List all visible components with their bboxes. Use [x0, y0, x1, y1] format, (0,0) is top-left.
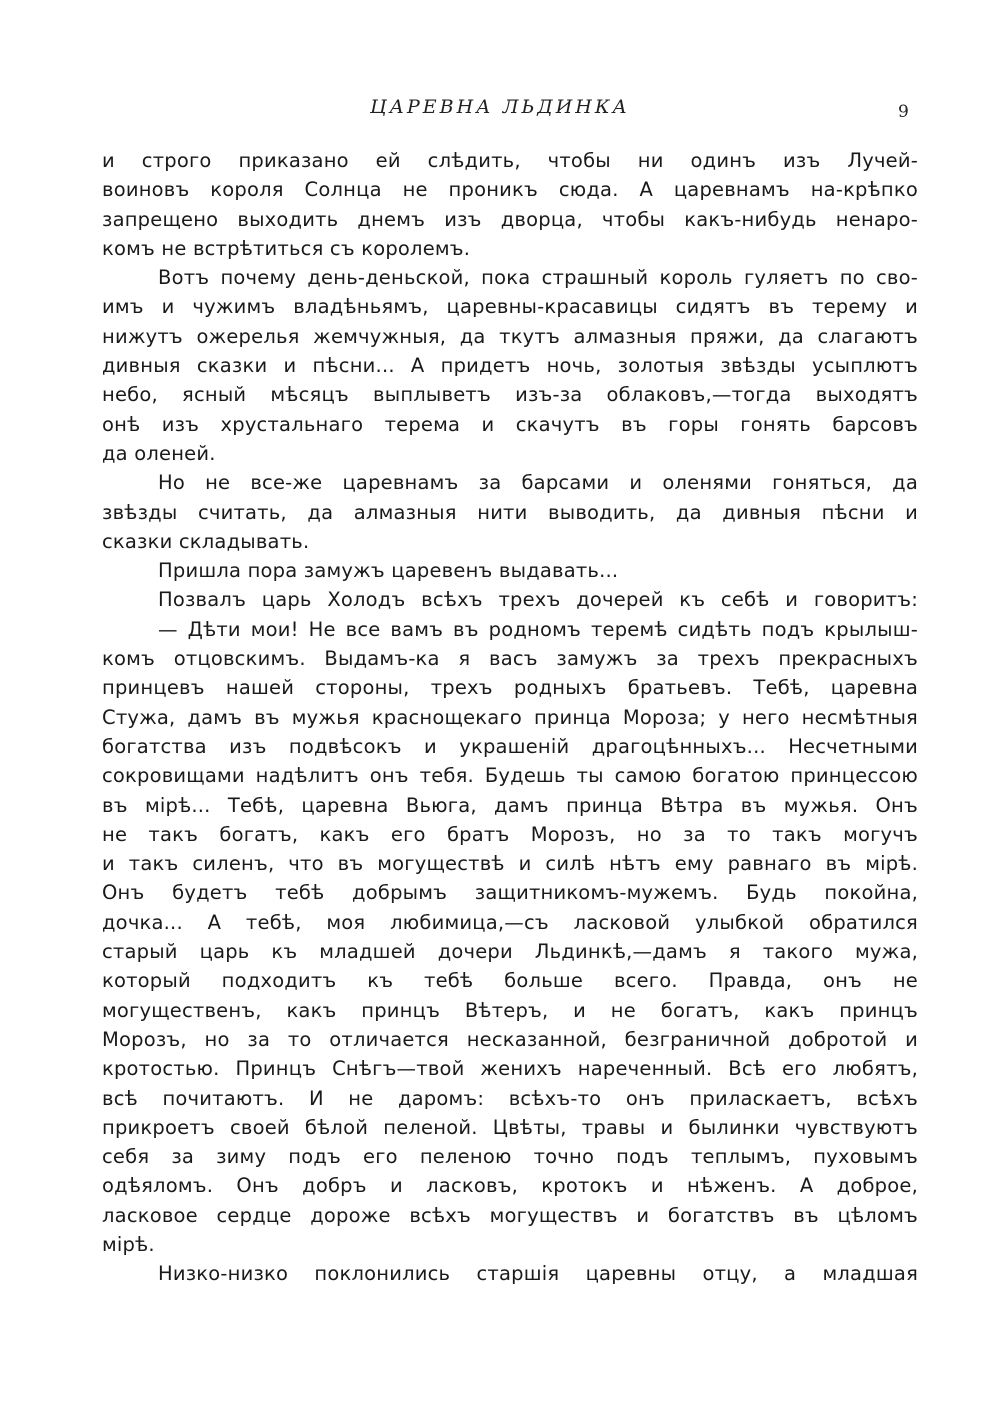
- text-line: онѣ изъ хрустальнаго терема и скачутъ въ горы гонять барсовъ: [102, 412, 918, 436]
- text-line: старый царь къ младшей дочери Льдинкѣ,—дамъ я такого мужа,: [102, 940, 918, 964]
- text-line: запрещено выходить днемъ изъ дворца, чтобы какъ-нибудь ненаро-: [102, 207, 918, 231]
- text-line: дочка... А тебѣ, моя любимица,—съ ласковой улыбкой обратился: [102, 910, 918, 934]
- text-line: звѣзды считать, да алмазныя нити выводить, да дивныя пѣсни и: [102, 500, 918, 524]
- text-line: принцевъ нашей стороны, трехъ родныхъ братьевъ. Тебѣ, царевна: [102, 676, 918, 700]
- text-line: богатства изъ подвѣсокъ и украшеній драгоцѣнныхъ... Несчетными: [102, 734, 918, 758]
- text-line: комъ отцовскимъ. Выдамъ-ка я васъ замужъ за трехъ прекрасныхъ: [102, 647, 918, 671]
- text-line: Но не все-же царевнамъ за барсами и оленями гоняться, да: [158, 471, 918, 495]
- text-line: Стужа, дамъ въ мужья краснощекаго принца Мороза; у него несмѣтныя: [102, 705, 918, 729]
- running-title: ЦАРЕВНА ЛЬДИНКА: [370, 96, 630, 118]
- text-line: Онъ будетъ тебѣ добрымъ защитникомъ-мужемъ. Будь покойна,: [102, 881, 918, 905]
- text-line: Вотъ почему день-деньской, пока страшный король гуляетъ по сво-: [158, 266, 918, 290]
- text-line: сокровищами надѣлитъ онъ тебя. Будешь ты самою богатою принцессою: [102, 764, 918, 788]
- text-line: — Дѣти мои! Не все вамъ въ родномъ теремѣ сидѣть подъ крылыш-: [158, 617, 918, 641]
- text-line: и такъ силенъ, что въ могуществѣ и силѣ нѣтъ ему равнаго въ мірѣ.: [102, 852, 918, 876]
- text-line: дивныя сказки и пѣсни... А придетъ ночь, золотыя звѣзды усыплютъ: [102, 354, 918, 378]
- text-line: который подходитъ къ тебѣ больше всего. Правда, онъ не: [102, 969, 918, 993]
- text-line: воиновъ короля Солнца не проникъ сюда. А царевнамъ на-крѣпко: [102, 178, 918, 202]
- text-line: сказки складывать.: [102, 529, 310, 553]
- text-line: Пришла пора замужъ царевенъ выдавать...: [158, 559, 619, 583]
- text-body: [102, 146, 918, 1289]
- text-line: кротостью. Принцъ Снѣгъ—твой женихъ нареченный. Всѣ его любятъ,: [102, 1057, 918, 1081]
- text-line: небо, ясный мѣсяцъ выплыветъ изъ-за облаковъ,—тогда выходятъ: [102, 383, 918, 407]
- text-line: ласковое сердце дороже всѣхъ могуществъ и богатствъ въ цѣломъ: [102, 1203, 918, 1227]
- text-line: Морозъ, но за то отличается несказанной, безграничной добротой и: [102, 1027, 918, 1051]
- text-line: комъ не встрѣтиться съ королемъ.: [102, 236, 471, 260]
- text-line: мірѣ.: [102, 1232, 155, 1256]
- text-line: Низко-низко поклонились старшія царевны отцу, а младшая: [158, 1262, 918, 1286]
- text-line: одѣяломъ. Онъ добръ и ласковъ, кротокъ и нѣженъ. А доброе,: [102, 1174, 918, 1198]
- text-line: и строго приказано ей слѣдить, чтобы ни одинъ изъ Лучей-: [102, 149, 918, 172]
- text-line: не такъ богатъ, какъ его братъ Морозъ, но за то такъ могучъ: [102, 822, 918, 846]
- text-line: имъ и чужимъ владѣньямъ, царевны-красавицы сидятъ въ терему и: [102, 295, 918, 319]
- text-line: могущественъ, какъ принцъ Вѣтеръ, и не богатъ, какъ принцъ: [102, 998, 918, 1022]
- text-line: Позвалъ царь Холодъ всѣхъ трехъ дочерей къ себѣ и говоритъ:: [158, 588, 918, 612]
- page-number: 9: [898, 102, 909, 122]
- text-line: нижутъ ожерелья жемчужныя, да ткутъ алмазныя пряжи, да слагаютъ: [102, 324, 918, 348]
- running-head: [0, 96, 1000, 120]
- text-line: прикроетъ своей бѣлой пеленой. Цвѣты, травы и былинки чувствуютъ: [102, 1115, 918, 1139]
- text-line: себя за зиму подъ его пеленою точно подъ теплымъ, пуховымъ: [102, 1145, 918, 1169]
- text-line: въ мірѣ... Тебѣ, царевна Вьюга, дамъ принца Вѣтра въ мужья. Онъ: [102, 793, 918, 817]
- text-line: да оленей.: [102, 441, 216, 465]
- text-line: всѣ почитаютъ. И не даромъ: всѣхъ-то онъ приласкаетъ, всѣхъ: [102, 1086, 918, 1110]
